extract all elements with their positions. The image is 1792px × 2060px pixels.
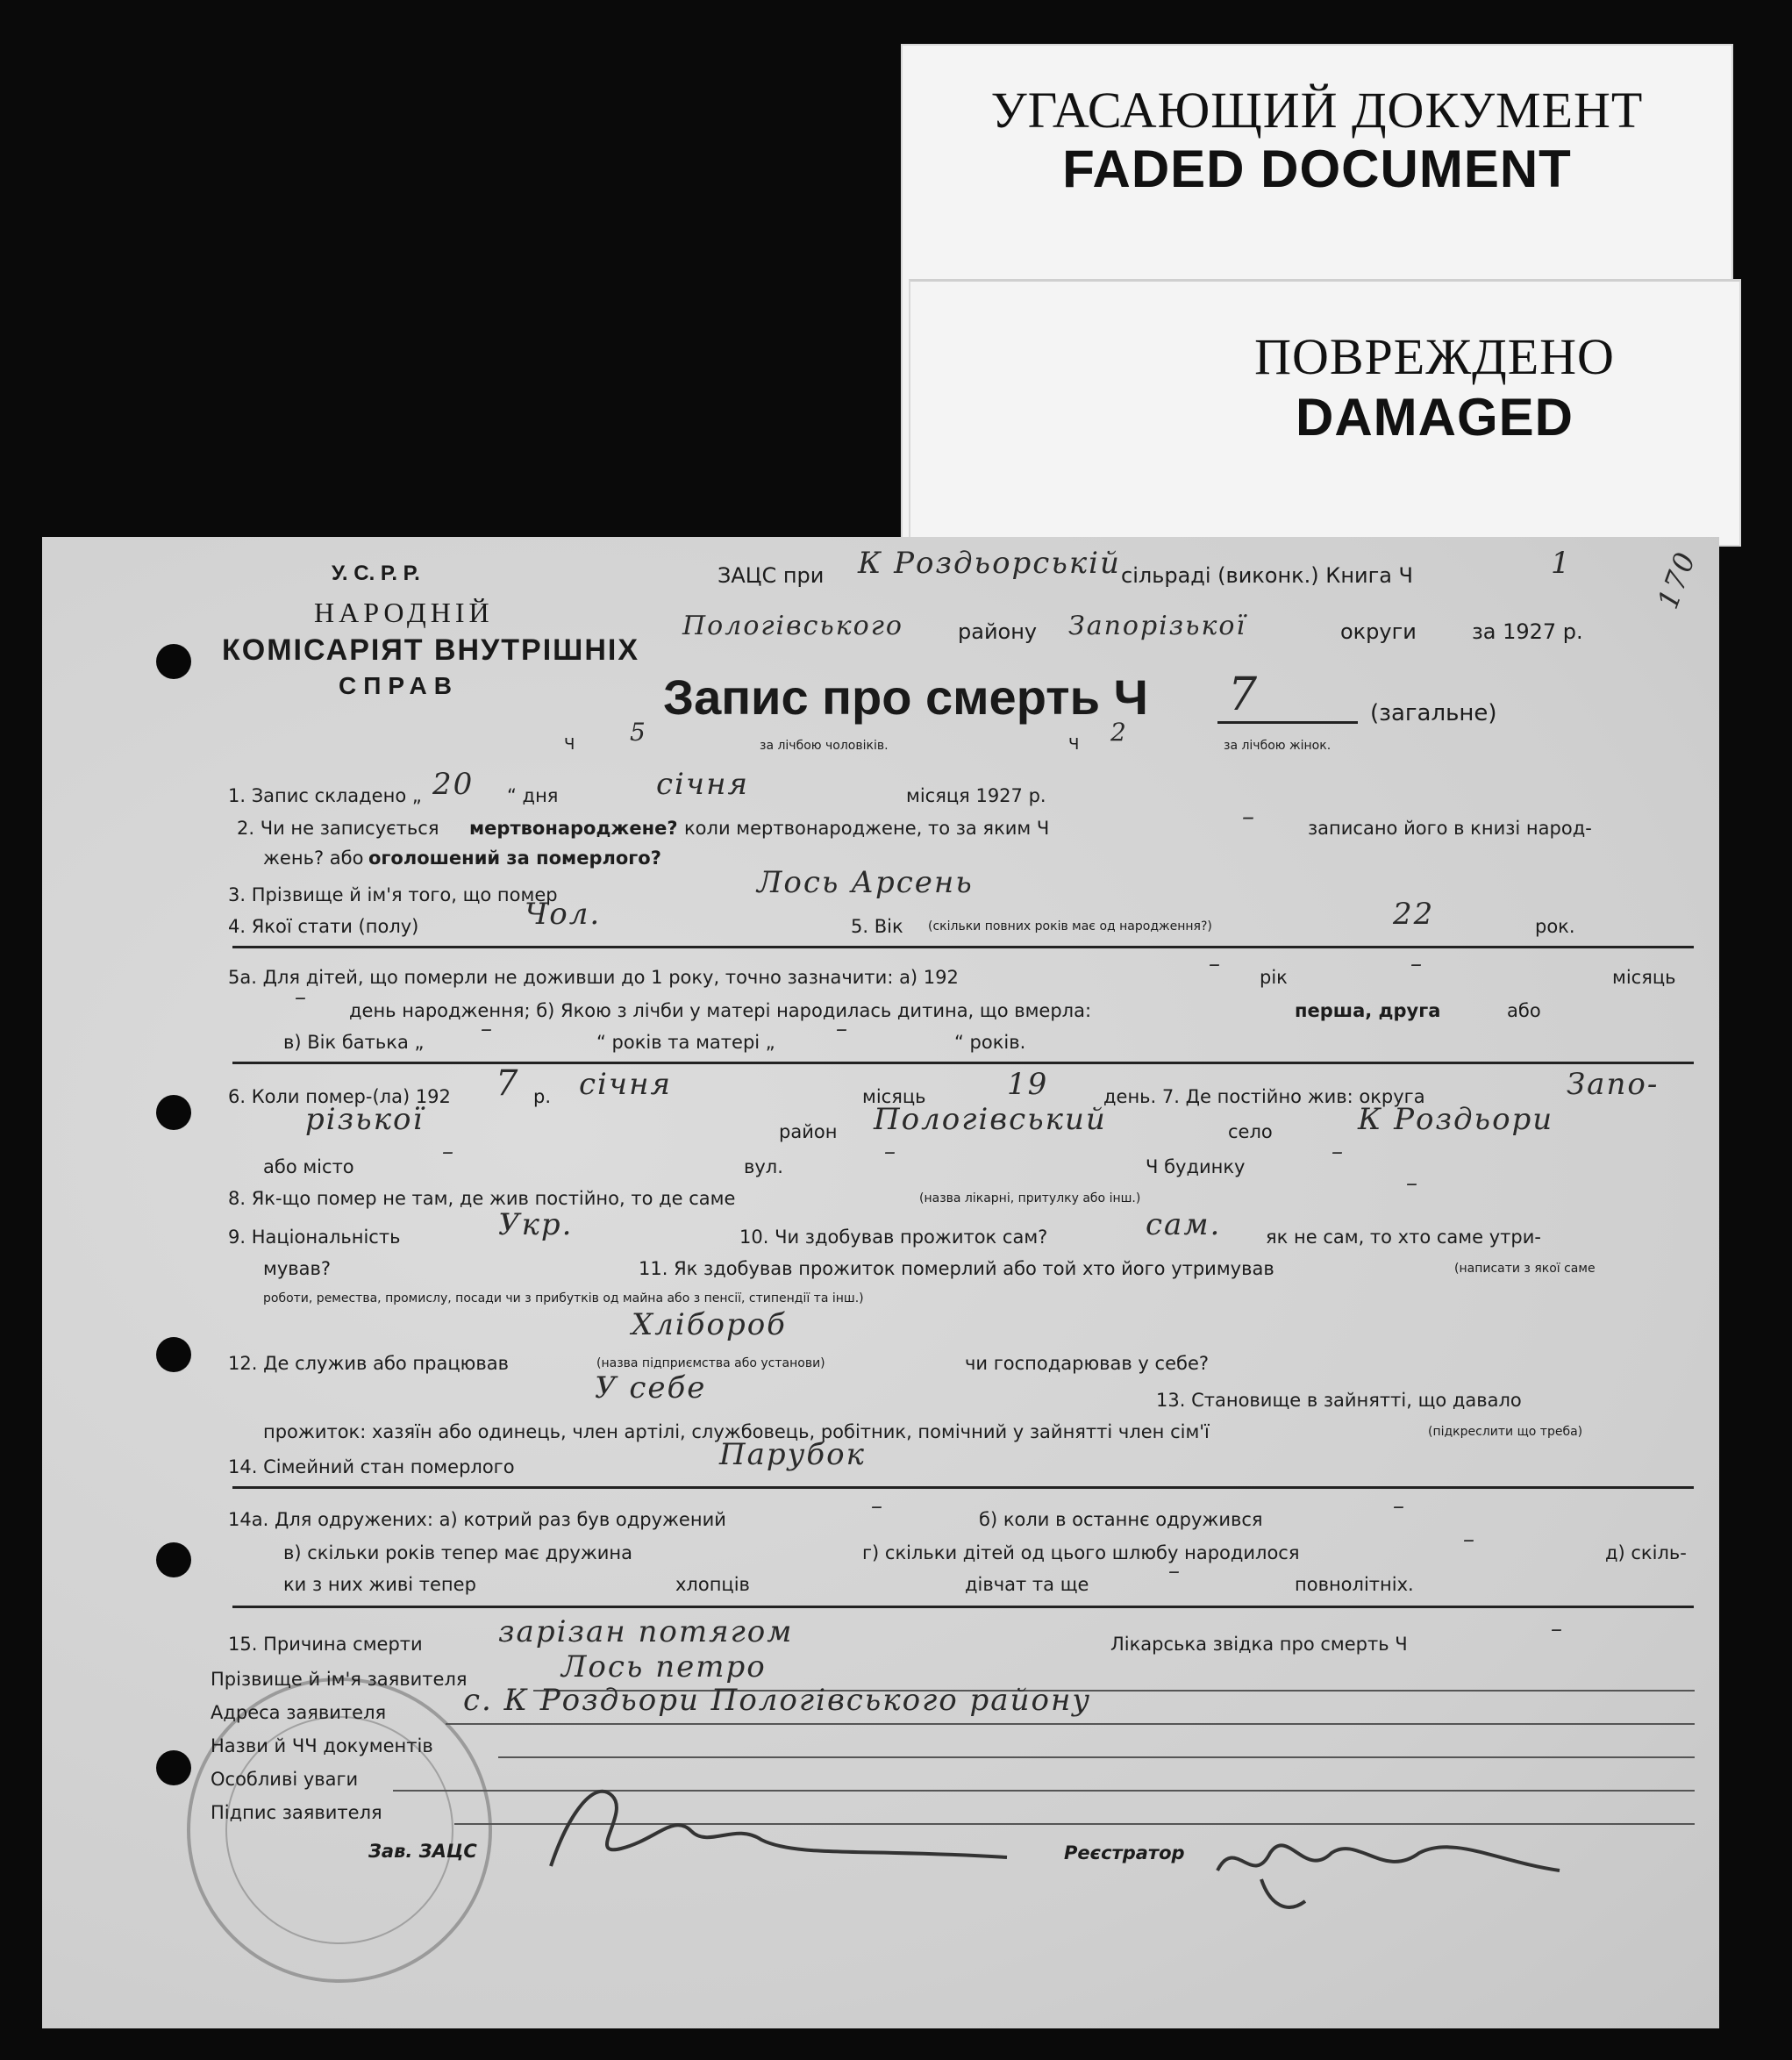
damaged-document-label (909, 279, 1741, 547)
field-8-label: 8. Як-що помер не там, де жив постійно, то де саме (228, 1188, 736, 1209)
binder-hole (156, 644, 191, 679)
field-7-bud-label: Ч будинку (1146, 1156, 1246, 1177)
field-7-misto-dash: – (442, 1139, 455, 1165)
head-zags-label: Зав. ЗАЦС (368, 1841, 477, 1862)
field-5a-dash-4: – (481, 1016, 494, 1042)
registrar-label: Реєстратор (1064, 1842, 1185, 1863)
women-count: 2 (1110, 718, 1128, 747)
field-14a-line-3c: дівчат та ще (965, 1574, 1089, 1595)
field-15-dash: – (1551, 1616, 1564, 1642)
field-11-label: 11. Як здобував прожиток померлий або той хто його утримував (639, 1258, 1274, 1279)
field-14a-dash-2: – (1393, 1493, 1406, 1520)
field-14-label: 14. Сімейний стан померлого (228, 1456, 515, 1477)
faded-label-ru: УГАСАЮЩИЙ ДОКУМЕНТ (990, 82, 1644, 139)
field-10-label-c: мував? (263, 1258, 332, 1279)
field-14a-line-1b: б) коли в останнє одружився (979, 1509, 1263, 1530)
field-5a-dash-5: – (836, 1016, 849, 1042)
field-14a-line-3: ки з них живі тепер (283, 1574, 476, 1595)
field-7-raion-label: район (779, 1121, 838, 1142)
field-5a-dash-3: – (295, 984, 308, 1011)
section-divider (232, 946, 1694, 948)
field-7-raion-value: Пологівський (874, 1102, 1107, 1137)
zags-prefix: ЗАЦС при (718, 563, 825, 588)
field-14a-dash-1: – (871, 1493, 884, 1520)
field-11-value: Хлібороб (632, 1307, 787, 1342)
district-value: Пологівського (682, 611, 903, 641)
field-13-small: (підкреслити що треба) (1428, 1425, 1583, 1439)
field-7-selo-value: К Роздьори (1358, 1102, 1554, 1137)
head-signature (533, 1761, 1025, 1892)
district-word: району (958, 619, 1038, 644)
field-1-month: січня (656, 767, 749, 802)
form-title: Запис про смерть Ч (663, 669, 1148, 725)
applicant-name-value: Лось петро (561, 1649, 767, 1684)
field-8-dash: – (1406, 1170, 1419, 1197)
record-number-underline (1217, 721, 1358, 724)
field-5a-line-3: в) Вік батька „ (283, 1032, 425, 1053)
field-2-label-c: коли мертвонароджене, то за яким Ч (684, 818, 1050, 839)
field-15-label: 15. Причина смерти (228, 1634, 423, 1655)
book-number: 1 (1551, 546, 1572, 581)
field-5a-bold: перша, друга (1295, 1000, 1441, 1021)
field-8-small: (назва лікарні, притулку або інш.) (919, 1191, 1141, 1205)
commissariat-line-2: КОМІСАРІЯТ ВНУТРІШНІХ (222, 633, 639, 667)
field-15-label-b: Лікарська звідка про смерть Ч (1110, 1634, 1408, 1655)
field-5a-line-5: “ років. (954, 1032, 1026, 1053)
field-14a-line-1: 14а. Для одружених: а) котрий раз був одружений (228, 1509, 726, 1530)
field-6-label-b: р. (533, 1086, 552, 1107)
field-7-okrug-b: різької (305, 1102, 425, 1137)
faded-label-en: FADED DOCUMENT (1062, 139, 1572, 198)
field-6-label-d: день. 7. Де постійно жив: округа (1103, 1086, 1425, 1107)
field-6-month: січня (579, 1067, 672, 1102)
women-prefix: Ч (1068, 735, 1080, 754)
field-10-value: сам. (1146, 1207, 1222, 1242)
field-14-value: Парубок (719, 1437, 866, 1472)
field-6-year: 7 (496, 1063, 520, 1104)
margin-number: 170 (1651, 546, 1703, 614)
field-12-label: 12. Де служив або працював (228, 1353, 509, 1374)
field-2-label-b: мертвонароджене? (469, 818, 678, 839)
women-label: за лічбою жінок. (1224, 739, 1332, 753)
title-suffix: (загальне) (1370, 700, 1497, 726)
field-7-okrug-a: Запо- (1567, 1067, 1660, 1102)
field-11-small-1: (написати з якої саме (1454, 1262, 1596, 1276)
field-7-misto-label: або місто (263, 1156, 354, 1177)
section-divider (232, 1606, 1694, 1608)
men-label: за лічбою чоловіків. (760, 739, 889, 753)
field-5-value: 22 (1393, 897, 1435, 932)
field-6-label-c: місяць (862, 1086, 926, 1107)
documents-line (498, 1756, 1695, 1758)
men-count: 5 (630, 718, 647, 747)
field-9-label: 9. Національність (228, 1227, 401, 1248)
field-2-dash: – (1242, 802, 1256, 831)
field-1-label-b: “ дня (507, 785, 559, 806)
applicant-signature-label: Підпис заявителя (211, 1802, 382, 1823)
field-14a-line-3b: хлопців (675, 1574, 750, 1595)
field-7-vul-dash: – (884, 1139, 897, 1165)
field-5a-dash-1: – (1209, 951, 1222, 977)
field-13-label: 13. Становище в зайнятті, що давало (1156, 1390, 1522, 1411)
field-4-label: 4. Якої стати (полу) (228, 916, 419, 937)
notes-label: Особливі уваги (211, 1769, 359, 1790)
binder-hole (156, 1095, 191, 1130)
zags-mid: сільраді (виконк.) Книга Ч (1121, 563, 1413, 588)
field-14a-dash-3: – (1463, 1527, 1476, 1553)
field-12-value: У себе (595, 1370, 707, 1406)
field-14a-line-3d: повнолітніх. (1295, 1574, 1414, 1595)
field-14a-line-2: в) скільки років тепер має дружина (283, 1542, 633, 1563)
record-number: 7 (1228, 669, 1260, 721)
field-5-label: 5. Вік (851, 916, 903, 937)
field-5a-line-4: “ років та матері „ (596, 1032, 775, 1053)
field-2-label-f: оголошений за померлого? (368, 848, 661, 869)
damaged-label-en: DAMAGED (1296, 388, 1574, 447)
field-7-bud-dash: – (1332, 1139, 1345, 1165)
field-9-value: Укр. (498, 1207, 574, 1242)
binder-hole (156, 1750, 191, 1785)
field-5a-dash-2: – (1410, 951, 1424, 977)
field-5a-line-2: день народження; б) Якою з лічби у матері народилась дитина, що вмерла: (349, 1000, 1092, 1021)
field-7-selo-label: село (1228, 1121, 1273, 1142)
okrug-value: Запорізької (1068, 611, 1247, 641)
field-1-day: 20 (432, 767, 475, 802)
commissariat-line-3: СПРАВ (339, 672, 460, 699)
field-6-day: 19 (1007, 1067, 1049, 1102)
field-14a-line-2b: г) скільки дітей од цього шлюбу народилося (862, 1542, 1300, 1563)
commissariat-line-1: НАРОДНІЙ (314, 597, 494, 628)
okrug-word: округи (1340, 619, 1417, 644)
year-text: за 1927 р. (1472, 619, 1583, 644)
field-6-label-a: 6. Коли помер-(ла) 192 (228, 1086, 451, 1107)
binder-hole (156, 1542, 191, 1577)
field-14a-line-2c: д) скіль- (1605, 1542, 1687, 1563)
applicant-address-line (446, 1723, 1695, 1725)
section-divider (232, 1062, 1694, 1064)
field-3-label: 3. Прізвище й ім'я того, що помер (228, 884, 558, 905)
field-5a-line-1: 5а. Для дітей, що померли не доживши до 1 року, точно зазначити: а) 192 (228, 967, 959, 988)
field-2-label-e: жень? або (263, 848, 364, 869)
field-10-label: 10. Чи здобував прожиток сам? (739, 1227, 1048, 1248)
field-1-label-a: 1. Запис складено „ (228, 785, 422, 806)
field-12-small: (назва підприємства або установи) (596, 1356, 825, 1370)
field-7-vul-label: вул. (744, 1156, 783, 1177)
field-5a-month: місяць (1612, 967, 1676, 988)
republic-abbrev: У. С. Р. Р. (332, 561, 420, 585)
field-15-value: зарізан потягом (498, 1614, 794, 1649)
field-5a-rik: рік (1260, 967, 1288, 988)
binder-hole (156, 1337, 191, 1372)
documents-label: Назви й ЧЧ документів (211, 1735, 433, 1756)
applicant-address-label: Адреса заявителя (211, 1702, 387, 1723)
field-10-label-b: як не сам, то хто саме утри- (1266, 1227, 1541, 1248)
field-3-value: Лось Арсень (757, 865, 974, 900)
field-4-value: Чол. (525, 897, 602, 932)
men-prefix: Ч (564, 735, 575, 754)
field-14a-dash-4: – (1168, 1558, 1182, 1584)
field-11-small-2: роботи, ремества, промислу, посади чи з прибутків од майна або з пенсії, стипендії та інш.) (263, 1291, 864, 1305)
field-1-label-c: місяця 1927 р. (906, 785, 1046, 806)
field-5-small: (скільки повних років має од народження?) (928, 919, 1212, 933)
field-5-unit: рок. (1535, 916, 1575, 937)
applicant-address-value: с. К Роздьори Пологівського району (463, 1683, 1092, 1718)
zags-village-value: К Роздьорській (858, 546, 1121, 581)
damaged-label-ru: ПОВРЕЖДЕНО (1254, 328, 1615, 385)
section-divider (232, 1486, 1694, 1489)
applicant-name-label: Прізвище й ім'я заявителя (211, 1669, 468, 1690)
field-13-label-b: прожиток: хазяїн або одинець, член артілі, службовець, робітник, помічний у зайнятті член сім'ї (263, 1421, 1210, 1442)
field-5a-abo: або (1507, 1000, 1541, 1021)
field-2-label-a: 2. Чи не записується (237, 818, 439, 839)
death-record-form (42, 537, 1719, 2028)
field-2-label-d: записано його в книзі народ- (1308, 818, 1592, 839)
field-12-label-b: чи господарював у себе? (965, 1353, 1210, 1374)
registrar-signature (1209, 1818, 1577, 1923)
